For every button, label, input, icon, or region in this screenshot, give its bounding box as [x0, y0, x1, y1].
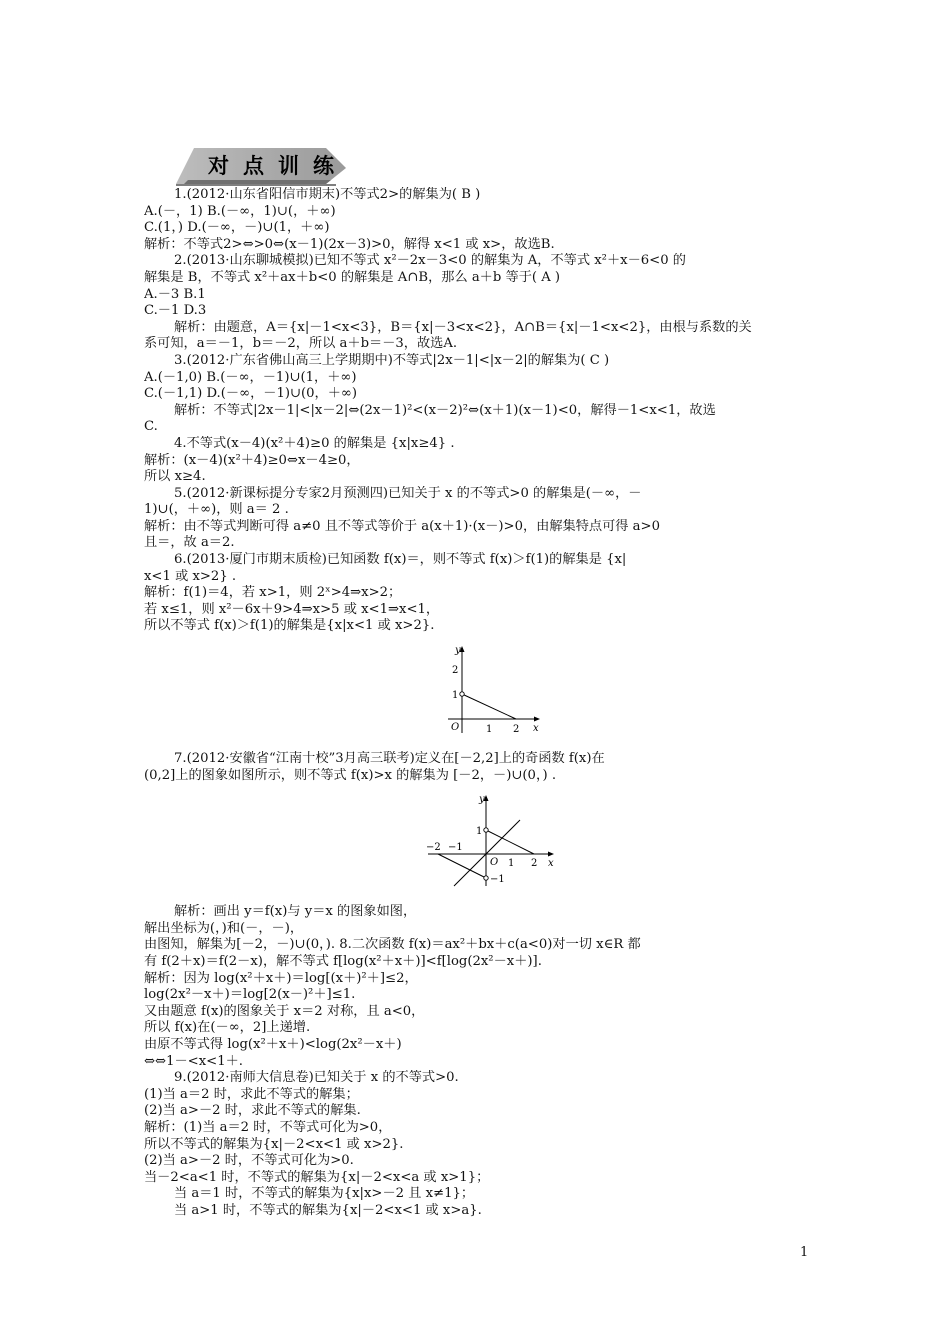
- text-line: 有 f(2＋x)＝f(2－x)，解不等式 f[log(x²＋x＋)]<f[log(2x²－x＋)].: [144, 954, 542, 969]
- text-line: (2)当 a>－2 时，求此不等式的解集.: [144, 1103, 361, 1119]
- text-line: A.(－，1) B.(－∞，1)∪(，＋∞): [144, 203, 336, 219]
- text-line: C.(1，) D.(－∞，－)∪(1，＋∞): [144, 220, 330, 236]
- text-line: 解析：画出 y＝f(x)与 y＝x 的图象如图，: [174, 904, 417, 920]
- text-line: C.－1 D.3: [144, 303, 207, 319]
- y-tick-label: 2: [452, 665, 459, 677]
- x-axis-arrow: [548, 852, 554, 857]
- origin-label: O: [451, 722, 460, 734]
- x-tick-label: 2: [513, 724, 520, 736]
- text-line: (2)当 a>－2 时，不等式可化为>0.: [144, 1153, 354, 1169]
- x-axis-arrow: [534, 717, 540, 722]
- text-line: 7.(2012·安徽省“江南十校”3月高三联考)定义在[－2,2]上的奇函数 f(x)在: [174, 751, 605, 767]
- text-line: 解析：由题意，A＝{x|－1<x<3}，B＝{x|－3<x<2}，A∩B＝{x|－1<x<2}，由根与系数的关: [174, 319, 752, 335]
- text-line: 当 a＝1 时，不等式的解集为{x|x>－2 且 x≠1}；: [174, 1186, 475, 1202]
- text-line: 解析：因为 log(x²＋x＋)＝log[(x＋)²＋]≤2，: [144, 970, 418, 986]
- text-line: A.(－1,0) B.(－∞，－1)∪(1，＋∞): [144, 369, 357, 385]
- text-line: 1)∪(，＋∞)，则 a＝ 2 .: [144, 502, 289, 518]
- text-line: (1)当 a＝2 时，求此不等式的解集；: [144, 1086, 359, 1102]
- text-line: 4.不等式(x－4)(x²＋4)≥0 的解集是 {x|x≥4} .: [174, 435, 455, 451]
- text-line: C.(－1,1) D.(－∞，－1)∪(0，＋∞): [144, 386, 358, 402]
- x-tick-label: 2: [531, 858, 538, 870]
- x-axis-label: x: [548, 858, 554, 870]
- text-line: 解析：不等式2>⇔>0⇔(x－1)(2x－3)>0，解得 x<1 或 x>，故选B.: [144, 236, 555, 252]
- text-line: 解析：(x－4)(x²＋4)≥0⇔x－4≥0，: [144, 452, 360, 468]
- text-line: 又由题意 f(x)的图象关于 x＝2 对称，且 a<0，: [144, 1003, 425, 1019]
- text-line: 所以 f(x)在(－∞，2]上递增.: [144, 1020, 311, 1036]
- function-graph-2: [424, 790, 559, 890]
- text-line: ⇔⇔1－<x<1＋.: [144, 1053, 243, 1069]
- graph-segment: [462, 694, 516, 719]
- text-line: 当－2<a<1 时，不等式的解集为{x|－2<x<a 或 x>1}；: [144, 1169, 490, 1185]
- page-number: 1: [800, 1245, 809, 1260]
- y-tick-label: 1: [476, 826, 483, 838]
- text-line: 解析：f(1)＝4，若 x>1，则 2ˣ>4⇒x>2；: [144, 585, 402, 601]
- function-graph-1: [440, 641, 545, 737]
- text-line: 由图知，解集为[－2，－)∪(0，). 8.二次函数 f(x)＝ax²＋bx＋c(a<0)对一切 x∈R 都: [144, 937, 641, 953]
- text-line: x<1 或 x>2} .: [144, 568, 237, 584]
- y-axis-label: y: [479, 794, 485, 806]
- text-line: log(2x²－x＋)＝log[2(x－)²＋]≤1.: [144, 987, 356, 1003]
- text-line: 1.(2012·山东省阳信市期末)不等式2>的解集为( B ): [174, 187, 481, 202]
- x-tick-label: −2: [426, 842, 441, 854]
- text-line: 解集是 B，不等式 x²＋ax＋b<0 的解集是 A∩B，那么 a＋b 等于( A ): [144, 269, 561, 285]
- text-line: 所以 x≥4.: [144, 469, 206, 485]
- text-line: 由原不等式得 log(x²＋x＋)<log(2x²－x＋): [144, 1036, 402, 1052]
- open-endpoint: [460, 692, 464, 696]
- text-line: 系可知，a＝－1，b＝－2，所以 a＋b＝－3，故选A.: [144, 336, 458, 352]
- text-line: 所以不等式的解集为{x|－2<x<1 或 x>2}.: [144, 1136, 404, 1152]
- text-line: 9.(2012·南师大信息卷)已知关于 x 的不等式>0.: [174, 1070, 459, 1086]
- x-axis-label: x: [533, 723, 539, 735]
- y-axis-label: y: [455, 645, 461, 657]
- text-line: 当 a>1 时，不等式的解集为{x|－2<x<1 或 x>a}.: [174, 1202, 482, 1218]
- text-line: 3.(2012·广东省佛山高三上学期期中)不等式|2x－1|<|x－2|的解集为( C ): [174, 352, 610, 368]
- y-tick-label: 1: [452, 690, 459, 702]
- x-tick-label: 1: [486, 724, 493, 736]
- text-line: 解析：由不等式判断可得 a≠0 且不等式等价于 a(x＋1)·(x－)>0，由解集特点可得 a>0: [144, 518, 660, 534]
- graph-f-left: [438, 854, 486, 878]
- x-tick-label: −1: [448, 842, 463, 854]
- graph-f-right: [486, 830, 534, 854]
- text-line: 解出坐标为(，)和(－，－)，: [144, 920, 304, 936]
- section-title: 对点训练: [208, 154, 348, 178]
- text-line: 所以不等式 f(x)＞f(1)的解集是{x|x<1 或 x>2}.: [144, 618, 435, 634]
- text-line: 且＝，故 a＝2.: [144, 535, 235, 551]
- text-line: C.: [144, 419, 158, 435]
- text-line: 解析：不等式|2x－1|<|x－2|⇔(2x－1)²<(x－2)²⇔(x＋1)(x－1)<0，解得－1<x<1，故选: [174, 402, 716, 418]
- x-tick-label: 1: [508, 858, 515, 870]
- text-line: 5.(2012·新课标提分专家2月预测四)已知关于 x 的不等式>0 的解集是(－∞，－: [174, 485, 642, 501]
- open-endpoint: [484, 876, 488, 880]
- text-line: 2.(2013·山东聊城模拟)已知不等式 x²－2x－3<0 的解集为 A，不等式 x²＋x－6<0 的: [174, 253, 686, 269]
- exercise-content: [144, 187, 810, 1220]
- text-line: 6.(2013·厦门市期末质检)已知函数 f(x)＝，则不等式 f(x)＞f(1)的解集是 {x|: [174, 552, 627, 568]
- text-line: 解析：(1)当 a＝2 时，不等式可化为>0，: [144, 1119, 392, 1135]
- text-line: A.－3 B.1: [144, 286, 206, 302]
- origin-label: O: [490, 857, 499, 869]
- open-endpoint: [484, 828, 488, 832]
- y-tick-label: −1: [490, 874, 505, 886]
- text-line: 若 x≤1，则 x²－6x＋9>4⇒x>5 或 x<1⇒x<1，: [144, 601, 440, 617]
- text-line: (0,2]上的图象如图所示，则不等式 f(x)>x 的解集为 [－2，－)∪(0，) .: [144, 767, 557, 783]
